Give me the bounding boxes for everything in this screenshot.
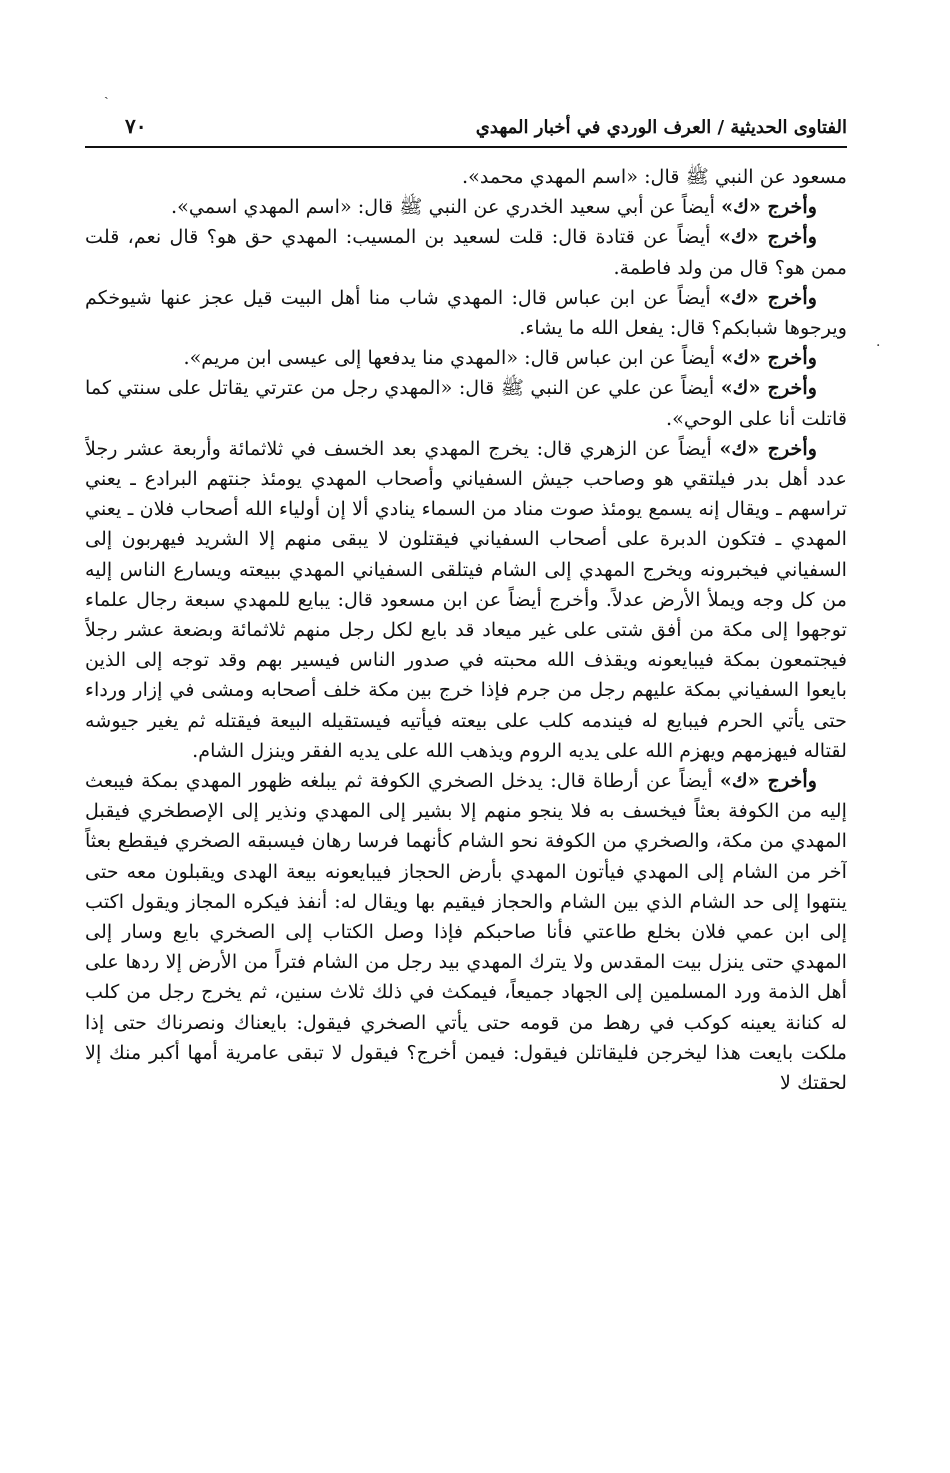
paragraph-text: أيضاً عن علي عن النبي ﷺ قال: «المهدي رجل من عترتي يقاتل على سنتي كما قاتلت أنا على الوحي». — [85, 376, 847, 430]
paragraph-lead: وأخرج «ك» — [718, 285, 817, 309]
paragraph-text: أيضاً عن أبي سعيد الخدري عن النبي ﷺ قال: «اسم المهدي اسمي». — [171, 195, 722, 219]
paragraph — [85, 283, 847, 343]
paragraph-text: أيضاً عن ابن عباس قال: «المهدي منا يدفعها إلى عيسى ابن مريم». — [183, 346, 722, 370]
paragraph-lead: وأخرج «ك» — [719, 769, 817, 793]
paragraph-text: أيضاً عن ابن عباس قال: المهدي شاب منا أهل البيت قيل عجز عنها شيوخكم ويرجوها شبابكم؟ قال: يفعل الله ما يشاء. — [85, 285, 847, 340]
paragraph-text: أيضاً عن قتادة قال: قلت لسعيد بن المسيب: المهدي حق هو؟ قال نعم، قلت ممن هو؟ قال من ولد فاطمة. — [85, 225, 847, 279]
paragraph-lead: وأخرج «ك» — [719, 436, 817, 460]
paragraph-text: أيضاً عن الزهري قال: يخرج المهدي بعد الخسف في ثلاثمائة وأربعة عشر رجلاً عدد أهل بدر فيلتقي هو وصاحب جيش السفياني وأصحاب المهدي يومئذ جنتهم البرادع ـ يعني تراسهم ـ ويقال إنه يسمع يومئذ صوت مناد من السماء ينادي ألا إن أولياء الله أصحاب فلان ـ يعني المهدي ـ فتكون الدبرة على أصحاب السفياني فيقتلون لا يبقى منهم إلا الشريد فيهربون إلى السفياني فيخبرونه ويخرج المهدي إلى الشام فيتلقى السفياني المهدي ببيعته ويسارع الناس إليه من كل وجه ويملأ الأرض عدلاً. وأخرج أيضاً عن ابن مسعود قال: يبايع للمهدي سبعة رجال علماء توجهوا إلى مكة من أفق شتى على غير ميعاد قد بايع لكل رجل منهم ثلاثمائة وبضعة عشر رجلاً فيجتمعون بمكة فيبايعونه ويقذف الله محبته في صدور الناس فيسير بهم وقد توجه إلى الذين بايعوا السفياني بمكة عليهم رجل من جرم فإذا خرج بين مكة خلف أصحابه ومشى في إزار ورداء حتى يأتي الحرم فيبايع له فيندمه كلب على بيعته فيأتيه فيستقيله البيعة فيقتله ثم يغير جيوشه لقتاله فيهزمهم ويهزم الله على يديه الروم ويذهب الله على يديه الفقر وينزل الشام. — [85, 436, 847, 762]
page-header — [85, 100, 847, 148]
body-text — [85, 162, 847, 1098]
paragraph — [85, 373, 847, 433]
paragraph — [85, 192, 847, 222]
paragraph — [85, 162, 847, 192]
running-title: الفتاوى الحديثية / العرف الوردي في أخبار المهدي — [475, 117, 847, 138]
paragraph-lead: وأخرج «ك» — [718, 225, 817, 249]
paragraph-lead: وأخرج «ك» — [721, 195, 817, 219]
paragraph-lead: وأخرج «ك» — [720, 376, 817, 400]
page-number: ٧٠ — [125, 114, 147, 138]
paragraph — [85, 222, 847, 282]
paragraph-text: أيضاً عن أرطاة قال: يدخل الصخري الكوفة ثم يبلغه ظهور المهدي بمكة فيبعث إليه من الكوفة بعثاً فيخسف به فلا ينجو منهم إلا بشير إلى المهدي ونذير إلى الإصطخري فيقبل المهدي من مكة، والصخري من الكوفة نحو الشام كأنهما فرسا رهان فيسبقه الصخري فيقطع بعثاً آخر من الشام إلى المهدي فيأتون المهدي بأرض الحجاز فيبايعونه بيعة الهدى ويقبلون معه حتى ينتهوا إلى حد الشام الذي بين الشام والحجاز فيقيم بها ويقال له: أنفذ فيكره المجاز ويقول اكتب إلى ابن عمي فلان بخلع طاعتي فأنا صاحبكم فإذا وصل الكتاب إلى الصخري بايع وسار إلى المهدي حتى ينزل بيت المقدس ولا يترك المهدي بيد رجل من الشام فتراً من الأرض إلا ردها على أهل الذمة ورد المسلمين إلى الجهاد جميعاً، فيمكث في ذلك ثلاث سنين، ثم يخرج رجل من كلب له كنانة يعينه كوكب في رهط من قومه حتى يأتي الصخري فيقول: بايعناك ونصرناك حتى إذا ملكت بايعت هذا ليخرجن فليقاتلن فيقول: فيمن أخرج؟ فيقول لا تبقى عامرية أمها أكبر منك إلا لحقتك لا — [85, 769, 847, 1095]
stray-mark: · — [876, 338, 881, 354]
stray-mark: ˏ — [104, 84, 109, 100]
paragraph — [85, 343, 847, 373]
paragraph-lead: وأخرج «ك» — [721, 346, 817, 370]
book-page — [85, 100, 847, 1360]
paragraph — [85, 434, 847, 766]
paragraph — [85, 766, 847, 1098]
paragraph-text: مسعود عن النبي ﷺ قال: «اسم المهدي محمد». — [462, 165, 847, 188]
